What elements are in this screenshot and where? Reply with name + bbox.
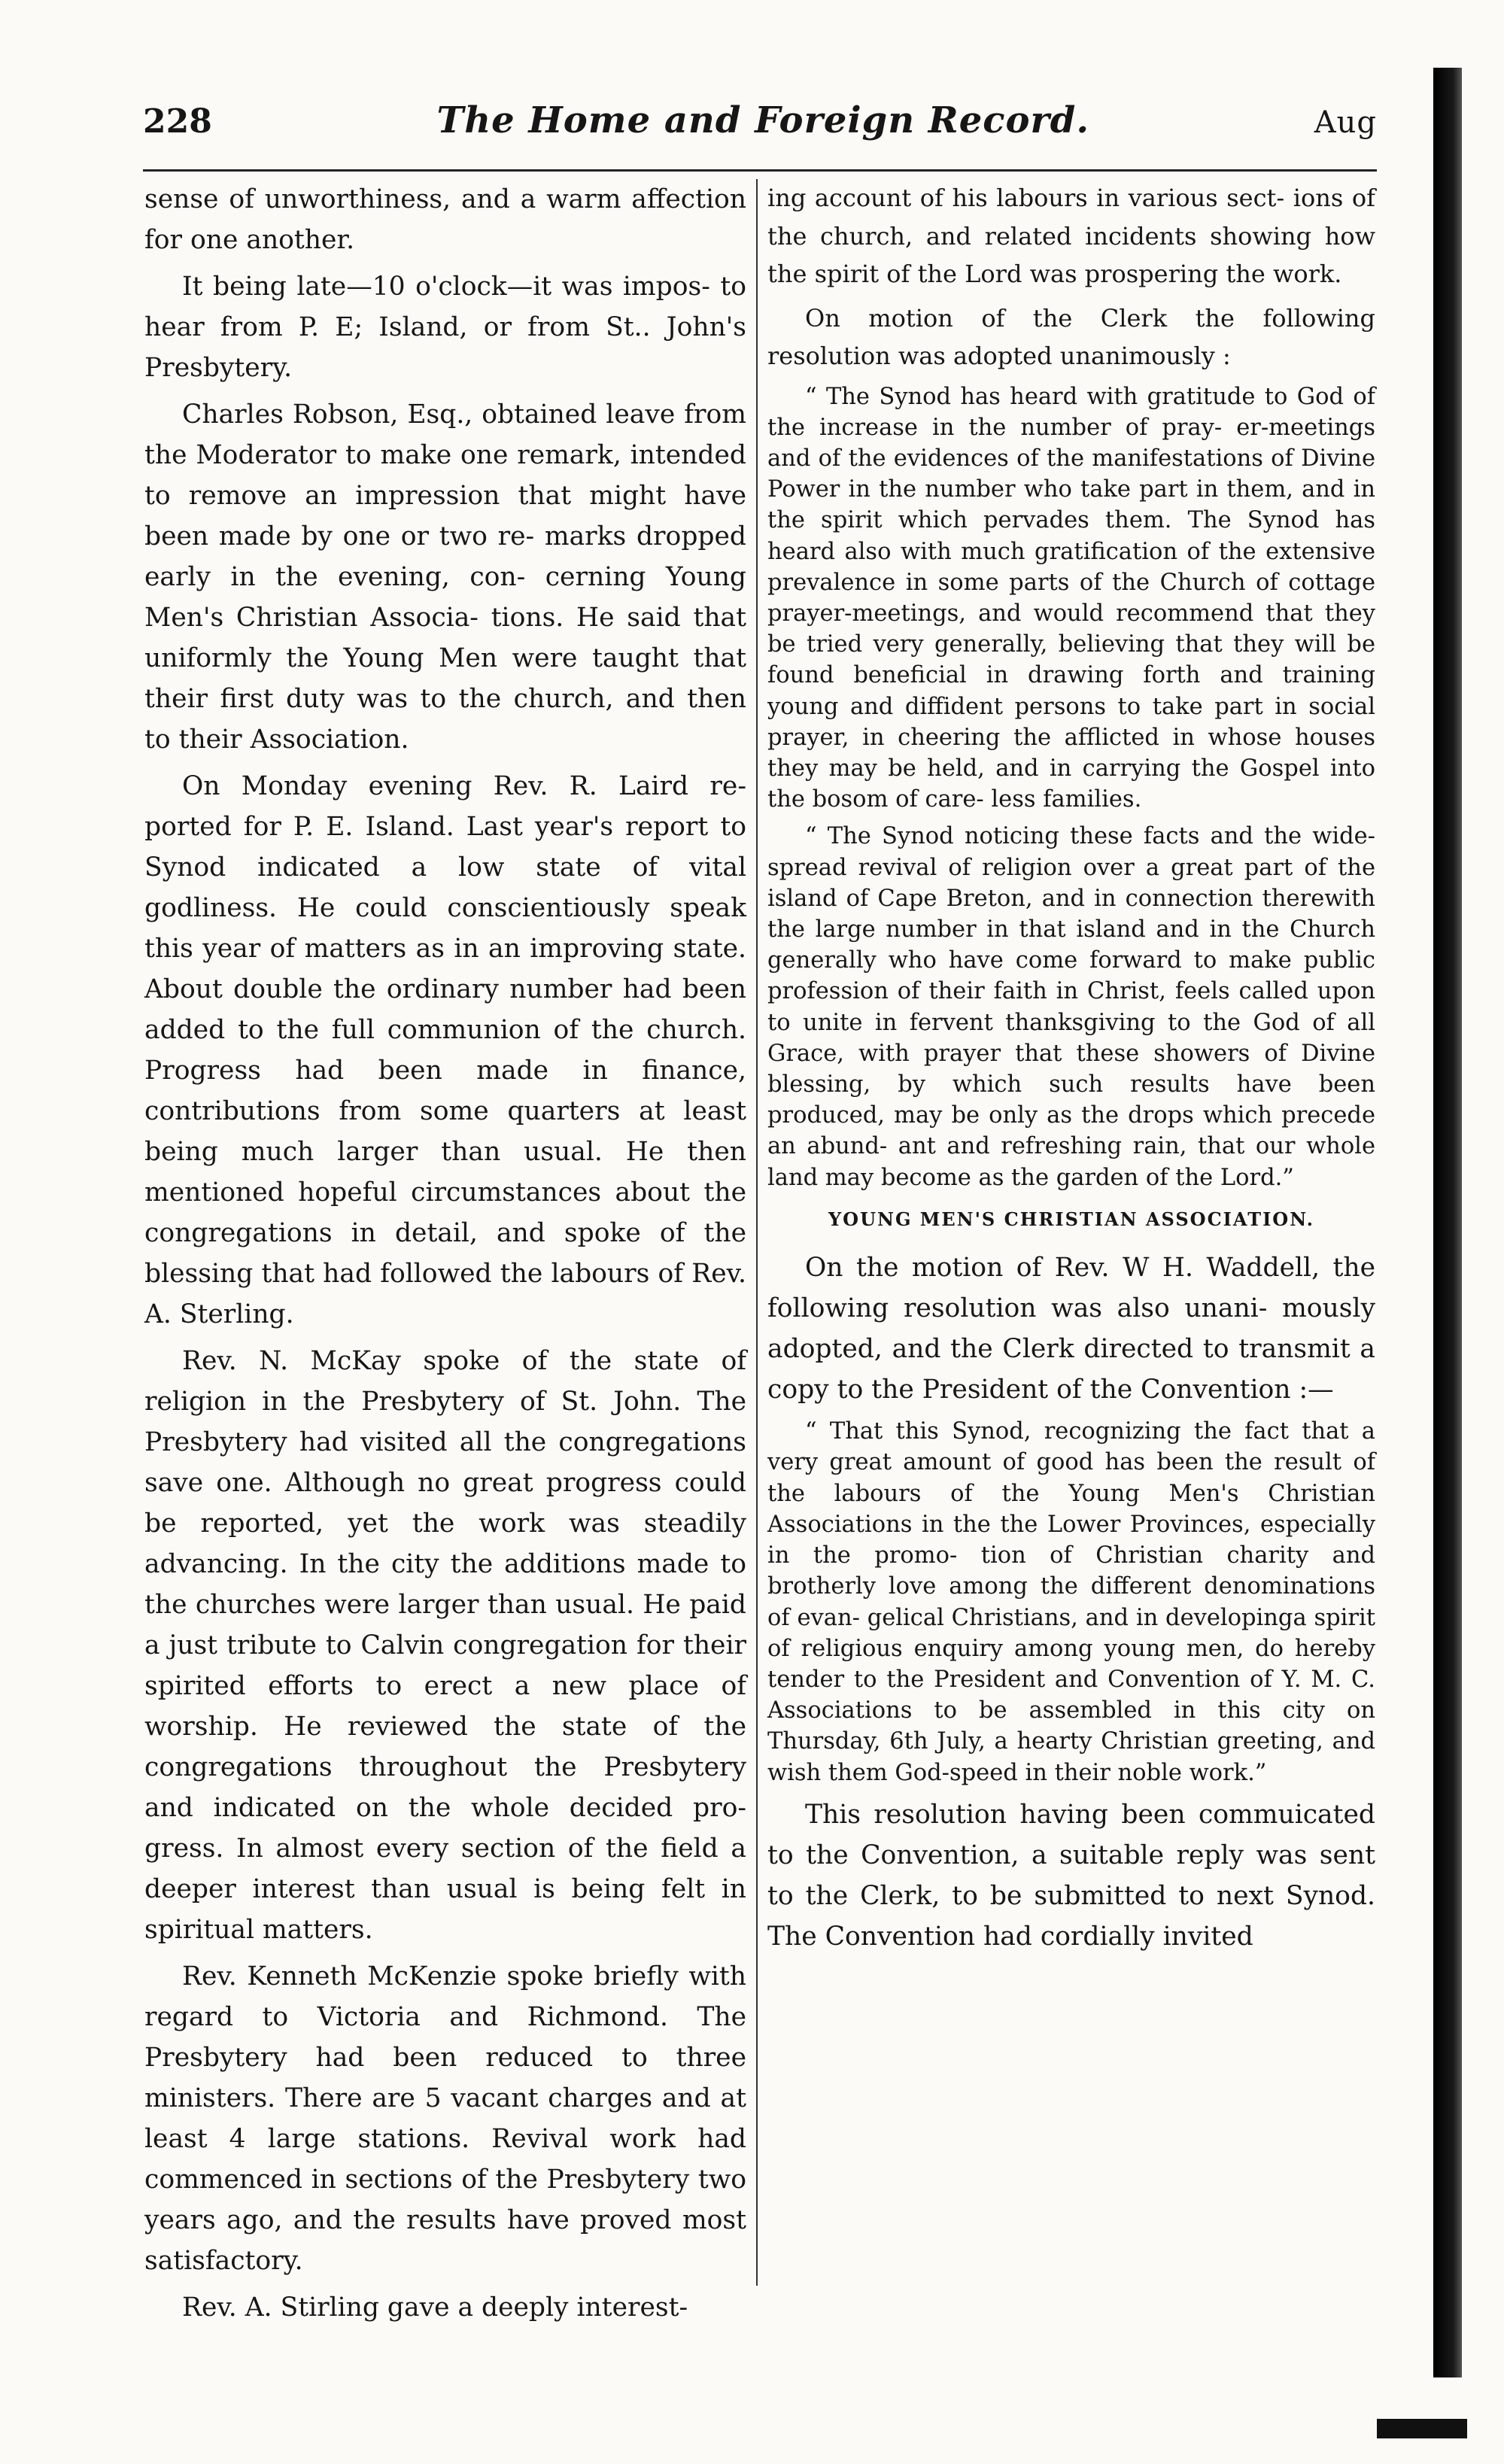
paragraph: “ The Synod has heard with gratitude to God of the increase in the number of pray- er-meetings and of the evidences of the manifestations of Divine Power in the number who take part in them, and in the spirit which pervades them. The Synod has heard also with much gratification of the extensive prevalence in some parts of the Church of cottage prayer-meetings, and would recommend that they be tried very generally, believing that they will be found beneficial in drawing forth and training young and diffident persons to take part in social prayer, in cheering the afflicted in whose houses they may be held, and in carrying the Gospel into the bosom of care- less families. xyxy=(767,383,1375,813)
paragraph: On Monday evening Rev. R. Laird re- ported for P. E. Island. Last year's report to Synod indicated a low state of vital godliness. He could conscientiously speak this year of matters as in an improving state. About double the ordinary number had been added to the full communion of the church. Progress had been made in finance, contributions from some quarters at least being much larger than usual. He then mentioned hopeful circumstances about the congregations in detail, and spoke of the blessing that had followed the labours of Rev. A. Sterling. xyxy=(144,771,746,1329)
right-column-after xyxy=(767,1247,1375,1956)
paragraph: It being late—10 o'clock—it was impos- to hear from P. E; Island, or from St.. John's Presbytery. xyxy=(144,272,746,383)
paragraph: Rev. Kenneth McKenzie spoke briefly with regard to Victoria and Richmond. The Presbytery had been reduced to three ministers. There are 5 vacant charges and at least 4 large stations. Revival work had commenced in sections of the Presbytery two years ago, and the results have proved most satisfactory. xyxy=(144,1961,746,2276)
paragraph: On the motion of Rev. W H. Waddell, the following resolution was also unani- mously adopted, and the Clerk directed to transmit a copy to the President of the Convention :— xyxy=(767,1253,1375,1405)
paragraph: Rev. N. McKay spoke of the state of religion in the Presbytery of St. John. The Presbytery had visited all the congregations save one. Although no great progress could be reported, yet the work was steadily advancing. In the city the additions made to the churches were larger than usual. He paid a just tribute to Calvin congregation for their spirited efforts to erect a new place of worship. He reviewed the state of the congregations throughout the Presbytery and indicated on the whole decided pro- gress. In almost every section of the field a deeper interest than usual is being felt in spiritual matters. xyxy=(144,1346,746,1945)
paragraph: Charles Robson, Esq., obtained leave from the Moderator to make one remark, intended to remove an impression that might have been made by one or two re- marks dropped early in the evening, con- cerning Young Men's Christian Associa- tions. He said that uniformly the Young Men were taught that their first duty was to the church, and then to their Association. xyxy=(144,400,746,755)
page-header xyxy=(143,99,1377,152)
page-number: 228 xyxy=(143,102,212,141)
paragraph: “ That this Synod, recognizing the fact that a very great amount of good has been the result of the labours of the Young Men's Christian Associations in the the Lower Provinces, especially in the promo- tion of Christian charity and brotherly love among the different denominations of evan- gelical Christians, and in developinga spirit of religious enquiry among young men, do hereby tender to the President and Convention of Y. M. C. Associations to be assembled in this city on Thursday, 6th July, a hearty Christian greeting, and wish them God-speed in their noble work.” xyxy=(767,1418,1375,1786)
page-corner-shadow xyxy=(1377,2419,1467,2438)
left-column xyxy=(144,179,746,2334)
paragraph: On motion of the Clerk the following resolution was adopted unanimously : xyxy=(767,303,1375,370)
page-edge-shadow xyxy=(1433,68,1462,2377)
paragraph: “ The Synod noticing these facts and the wide-spread revival of religion over a great part of the island of Cape Breton, and in connection therewith the large number in that island and in the Church generally who have come forward to make public profession of their faith in Christ, feels called upon to unite in fervent thanksgiving to the God of all Grace, with prayer that these showers of Divine blessing, by which such results have been produced, may be only as the drops which precede an abund- ant and refreshing rain, that our whole land may become as the garden of the Lord.” xyxy=(767,823,1375,1191)
paragraph: Rev. A. Stirling gave a deeply interest- xyxy=(182,2292,688,2323)
paragraph: This resolution having been commuicated to the Convention, a suitable reply was sent to the Clerk, to be submitted to next Synod. The Convention had cordially invited xyxy=(767,1799,1375,1952)
right-column-before xyxy=(767,179,1375,1193)
header-rule xyxy=(143,169,1377,172)
paragraph: ing account of his labours in various sect- ions of the church, and related incidents showing how the spirit of the Lord was prospering the work. xyxy=(767,184,1375,288)
column-divider xyxy=(756,179,758,2286)
running-title: The Home and Foreign Record. xyxy=(436,99,1090,141)
header-month: Aug xyxy=(1314,105,1377,140)
section-heading: YOUNG MEN'S CHRISTIAN ASSOCIATION. xyxy=(828,1208,1314,1230)
right-column xyxy=(767,179,1375,1963)
paragraph: sense of unworthiness, and a warm affection for one another. xyxy=(144,184,746,255)
